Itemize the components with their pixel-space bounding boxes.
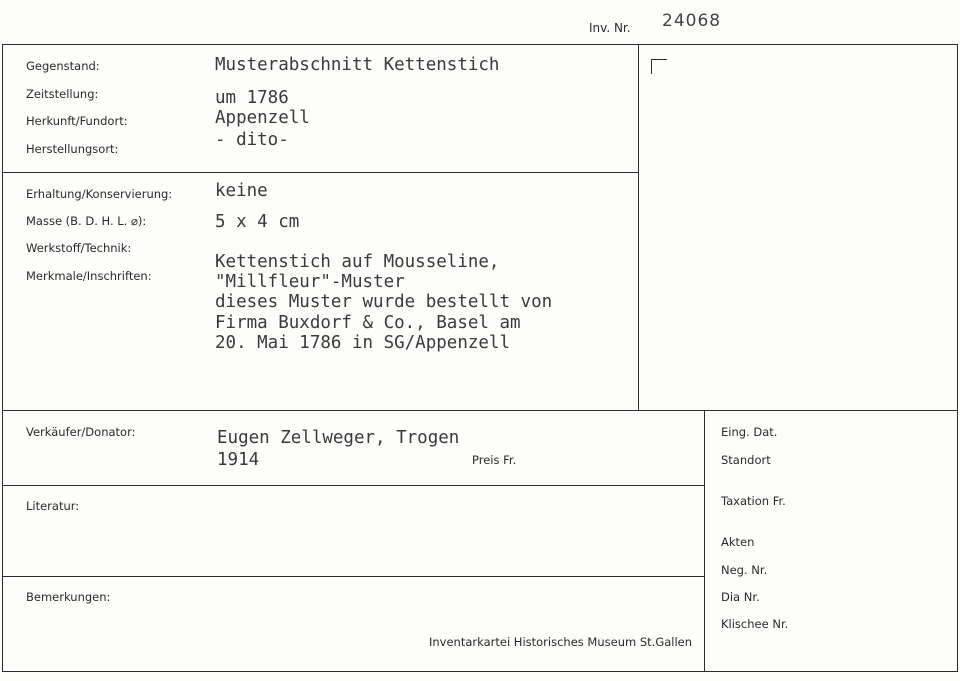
label-neg-nr: Neg. Nr. bbox=[721, 563, 768, 577]
left-border-line bbox=[2, 44, 3, 672]
label-merkmale: Merkmale/Inschriften: bbox=[26, 269, 152, 283]
right-border-line bbox=[957, 44, 958, 672]
label-eing-dat: Eing. Dat. bbox=[721, 425, 778, 439]
divider-vertical-upper bbox=[638, 44, 639, 411]
value-verkaeufer: Eugen Zellweger, Trogen bbox=[217, 428, 460, 448]
divider-section-4 bbox=[2, 576, 705, 577]
bottom-border-line bbox=[2, 671, 958, 672]
top-border-line bbox=[2, 44, 958, 45]
label-erhaltung: Erhaltung/Konservierung: bbox=[26, 187, 173, 201]
label-bemerkungen: Bemerkungen: bbox=[26, 590, 111, 604]
label-werkstoff: Werkstoff/Technik: bbox=[26, 241, 132, 255]
label-herkunft: Herkunft/Fundort: bbox=[26, 114, 128, 128]
label-akten: Akten bbox=[721, 535, 755, 549]
divider-section-2 bbox=[2, 410, 958, 411]
label-herstellungsort: Herstellungsort: bbox=[26, 142, 119, 156]
werkstoff-line: dieses Muster wurde bestellt von bbox=[215, 292, 553, 312]
werkstoff-line: Firma Buxdorf & Co., Basel am bbox=[215, 313, 521, 333]
werkstoff-line: Kettenstich auf Mousseline, bbox=[215, 252, 500, 272]
value-zeitstellung: um 1786 bbox=[215, 88, 289, 108]
divider-vertical-lower bbox=[704, 410, 705, 672]
inv-nr-label: Inv. Nr. bbox=[589, 21, 631, 35]
label-preis: Preis Fr. bbox=[472, 453, 517, 467]
value-herstellungsort: - dito- bbox=[215, 130, 289, 150]
label-literatur: Literatur: bbox=[26, 499, 80, 513]
corner-mark-vertical bbox=[651, 59, 652, 74]
label-verkaeufer: Verkäufer/Donator: bbox=[26, 425, 136, 439]
label-gegenstand: Gegenstand: bbox=[26, 59, 100, 73]
werkstoff-line: 20. Mai 1786 in SG/Appenzell bbox=[215, 333, 511, 353]
value-erhaltung: keine bbox=[215, 181, 268, 201]
value-gegenstand: Musterabschnitt Kettenstich bbox=[215, 55, 500, 75]
label-standort: Standort bbox=[721, 453, 771, 467]
label-dia-nr: Dia Nr. bbox=[721, 590, 760, 604]
werkstoff-line: "Millfleur"-Muster bbox=[215, 272, 405, 292]
value-verkaeufer-year: 1914 bbox=[217, 450, 260, 470]
corner-mark-horizontal bbox=[651, 59, 667, 60]
divider-section-3 bbox=[2, 485, 705, 486]
value-masse: 5 x 4 cm bbox=[215, 212, 300, 232]
label-klischee-nr: Klischee Nr. bbox=[721, 617, 789, 631]
label-zeitstellung: Zeitstellung: bbox=[26, 87, 99, 101]
label-taxation: Taxation Fr. bbox=[721, 494, 786, 508]
divider-section-1 bbox=[2, 172, 639, 173]
inv-number: 24068 bbox=[662, 11, 722, 31]
value-herkunft: Appenzell bbox=[215, 108, 310, 128]
label-masse: Masse (B. D. H. L. ⌀): bbox=[26, 214, 147, 228]
footer-institution: Inventarkartei Historisches Museum St.Gallen bbox=[429, 635, 693, 649]
